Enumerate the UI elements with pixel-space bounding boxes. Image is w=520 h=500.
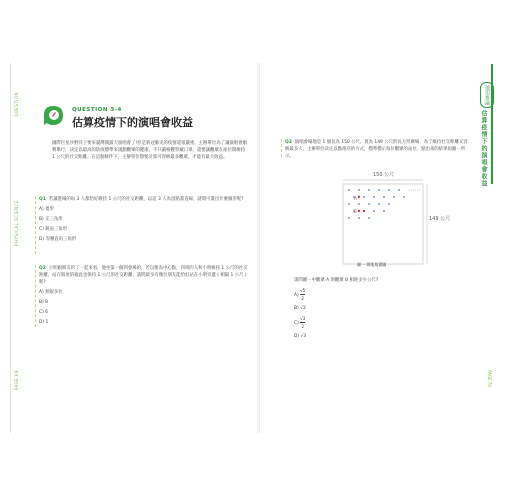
right-page-number: PAGE 70 (487, 370, 492, 387)
q4-option-c-numerator: √3 (300, 316, 306, 321)
question-code: QUESTION 3-4 (72, 107, 122, 113)
q4-option-a[interactable] (294, 287, 470, 302)
q2-option-a[interactable]: A) 無限多位 (39, 290, 63, 295)
q4-option-c-fraction (300, 315, 305, 330)
audience-dot (368, 217, 370, 219)
venue-layout-figure (333, 168, 453, 268)
audience-dot (398, 189, 400, 191)
q4-option-d[interactable] (294, 333, 470, 340)
ellipsis-dot (417, 190, 418, 191)
q2-marker-line (35, 265, 36, 327)
q2-option-b[interactable]: B) 8 (39, 300, 48, 305)
audience-dot (348, 203, 350, 205)
intro-paragraph: 國際巨星沙野洋子要來臺灣開露天演唱會了!但是新冠肺炎的疫情還很嚴重，主辦單位為了讓演唱會順利舉行，決定以最高的防疫標準來規劃觀眾的健康，不只嚴格觀察戴口罩，還要讓觀眾在座位間維持 1 公尺的社交距離。在這個條件下，主辦單位想要計算可容納最多觀眾，才能有最大收益。 (52, 141, 247, 160)
q4-option-d-label: D) (294, 334, 300, 339)
highlighted-dot (363, 210, 365, 212)
q1-marker-line (35, 196, 36, 254)
audience-dot (388, 203, 390, 205)
q4-option-a-fraction (300, 287, 305, 302)
side-label-subject: PHYSICAL SCIENCE (14, 200, 19, 246)
audience-dots (348, 189, 420, 219)
q2-option-d[interactable]: D) 1 (39, 320, 49, 325)
q4-text: 請問圖一中觀眾 A 與觀眾 B 相距多少公尺? (294, 278, 379, 283)
q4-option-b-label: B) (294, 306, 299, 311)
q4-option-c[interactable] (294, 315, 470, 330)
audience-dot (403, 196, 405, 198)
q4-option-d-value: √3 (300, 334, 307, 339)
q2-text: 小明跟朋友約了一起來看，他坐第一個到會場的，若以他為中心點，四周的人和小明維持 1 公尺的社交距離，站在限度的彼此也保持 1 公尺的社交距離，請問最多有幾位朋友能恰好站在小明旁邊 ( 相隔 1 公尺 ) 呢? (39, 266, 248, 285)
q4-option-a-numerator: √5 (300, 288, 306, 293)
audience-dot (393, 196, 395, 198)
audience-dot (378, 203, 380, 205)
audience-dot (358, 189, 360, 191)
audience-dot (368, 189, 370, 191)
audience-dot (358, 203, 360, 205)
q4-option-a-denominator: 2 (301, 296, 304, 301)
audience-dot (373, 196, 375, 198)
question-3 (285, 139, 471, 160)
audience-dot (358, 217, 360, 219)
ellipsis-dot (411, 190, 412, 191)
ellipsis-dot (409, 190, 410, 191)
question-1 (39, 196, 249, 243)
q1-option-d[interactable]: D) 等腰直角三角形 (39, 237, 77, 242)
q3-number: Q3 (285, 140, 292, 145)
ellipsis-dot (420, 190, 421, 191)
q4-option-b[interactable] (294, 305, 470, 312)
question-logo-icon (41, 103, 66, 128)
q4-option-b-value: √2 (300, 306, 306, 311)
audience-dot (368, 203, 370, 205)
audience-dot (348, 217, 350, 219)
ellipsis-dot (413, 190, 414, 191)
audience-dot (363, 196, 365, 198)
q1-text: 若讓進場的每 3 人都恰好維持 1 公尺的社交距離，以這 3 人為頂點畫直線，請問可畫出什麼圖形呢? (48, 197, 244, 202)
q4-option-c-denominator: 2 (301, 324, 304, 329)
side-label-question: QUESTION (14, 92, 19, 117)
q4-option-a-label: A) (294, 293, 299, 298)
q4-option-c-label: C) (294, 321, 299, 326)
q1-option-c[interactable]: C) 鈍角三角形 (39, 227, 68, 232)
ellipsis-dot (415, 190, 416, 191)
left-page-number: PAGE 69 (14, 370, 19, 391)
audience-dot (388, 189, 390, 191)
chapter-tab-badge: 運用推論 (480, 82, 494, 108)
point-a-label: A (354, 196, 357, 201)
q2-number: Q2 (39, 266, 46, 271)
q1-option-b[interactable]: B) 正三角形 (39, 217, 63, 222)
question-4 (294, 277, 470, 340)
q1-option-a[interactable]: A) 菱形 (39, 207, 54, 212)
q2-option-c[interactable]: C) 6 (39, 310, 48, 315)
audience-dot (373, 210, 375, 212)
audience-dot (383, 210, 385, 212)
audience-dot (378, 189, 380, 191)
chapter-tab-title: 估算疫情下的演唱會收益 (480, 110, 487, 187)
figure-caption: 圖一 場地規畫圖 (357, 262, 387, 267)
height-label: 149 公尺 (429, 216, 451, 222)
q3-text: 演唱會場地是 1 個長為 150 公尺、寬為 149 公尺的長方形廣場，為了維持社交距離又容納最多人，主辦單位決定以點排序的方式，標準標示每位觀眾的站位，點出來的結果如圖一所示。 (285, 140, 468, 159)
q1-number: Q1 (39, 197, 46, 202)
audience-dot (383, 196, 385, 198)
q3-marker-line (281, 139, 282, 157)
question-2 (39, 265, 249, 326)
point-b-label: B (354, 209, 357, 214)
width-label: 150 公尺 (373, 172, 395, 178)
audience-dot (348, 189, 350, 191)
highlighted-dot (358, 210, 360, 212)
page-title: 估算疫情下的演唱會收益 (72, 116, 193, 129)
highlighted-dot (358, 196, 360, 198)
